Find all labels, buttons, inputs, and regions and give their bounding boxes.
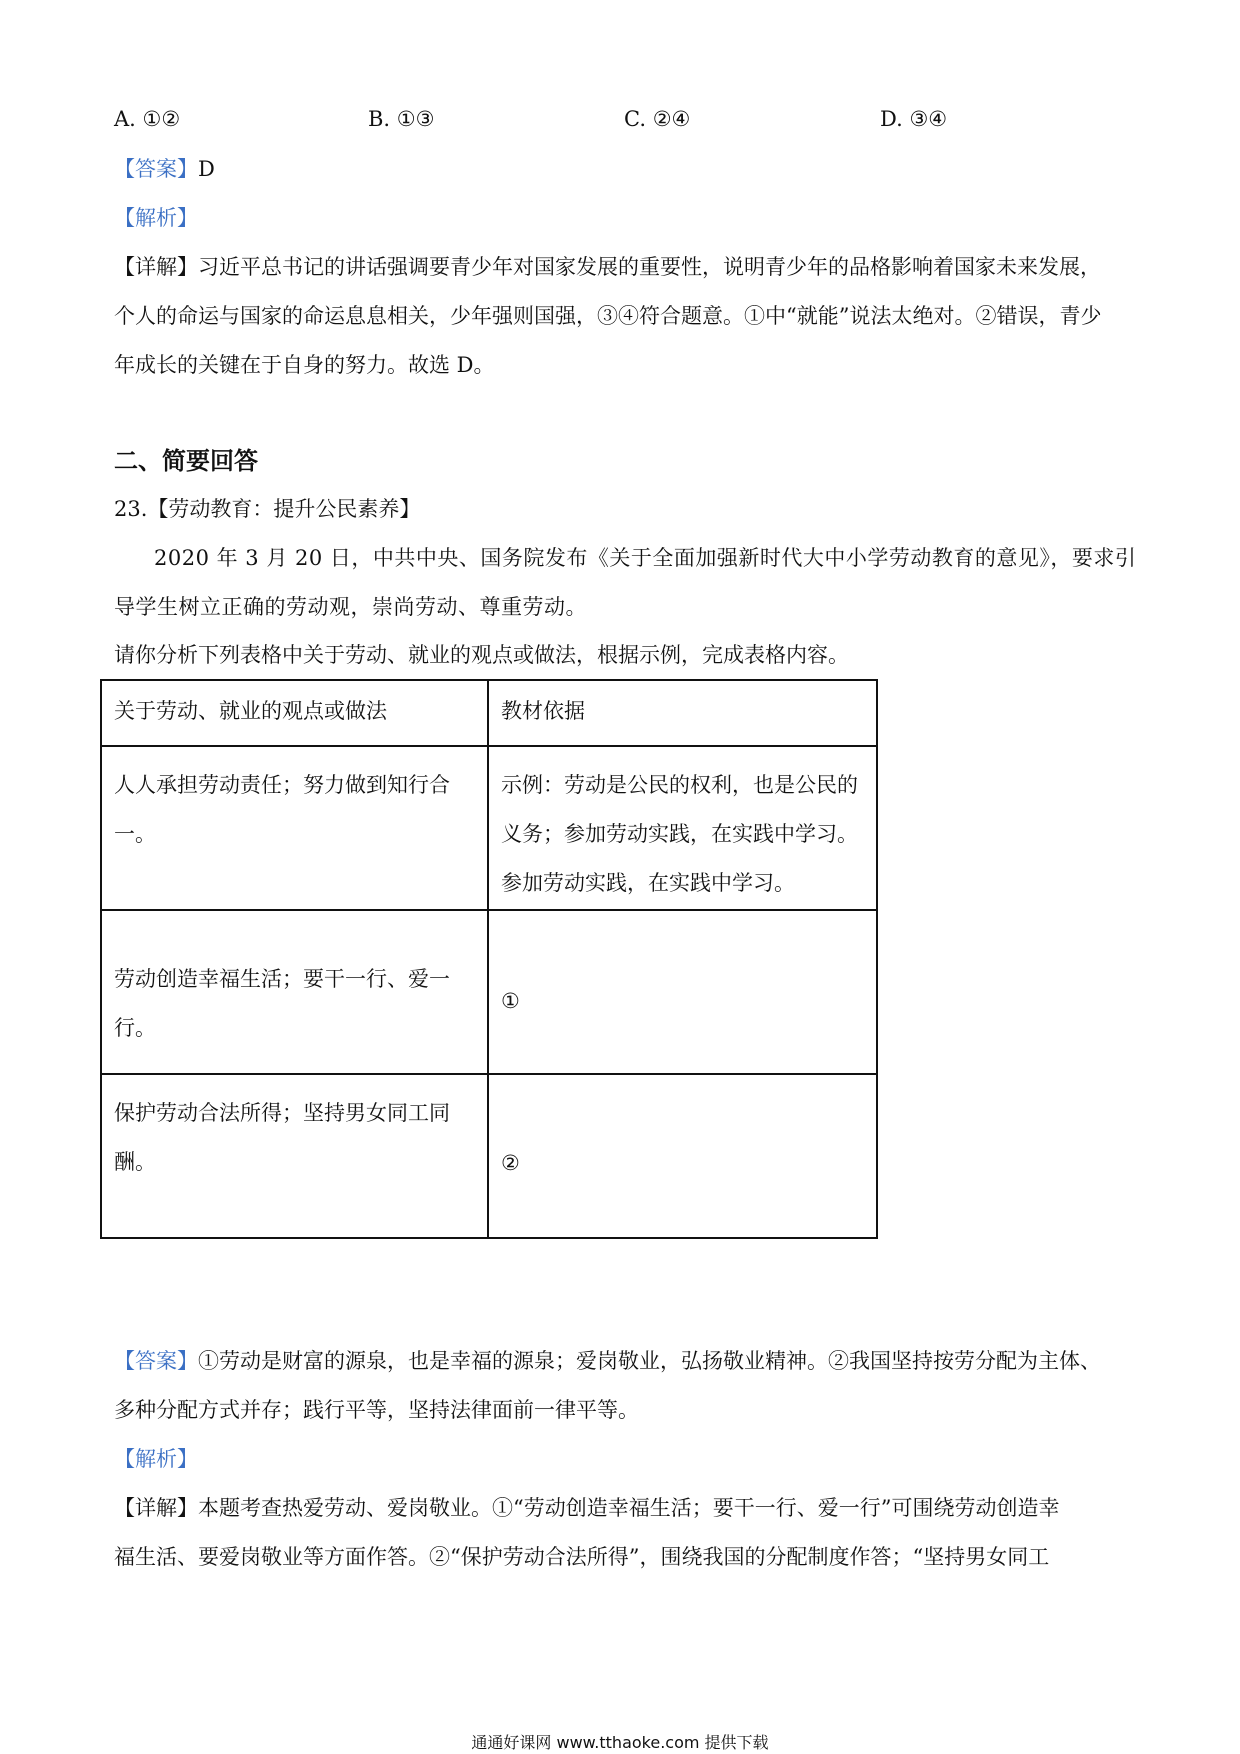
table-header-row	[101, 680, 877, 746]
answer-table	[100, 679, 878, 1239]
q22-analysis-tag: 【解析】	[114, 206, 198, 230]
table-row	[101, 1074, 877, 1238]
q23-analysis-tag: 【解析】	[114, 1447, 198, 1471]
q22-detail-line-2: 个人的命运与国家的命运息息相关，少年强则国强，③④符合题意。①中“就能”说法太绝对。②错误，青少	[114, 304, 1102, 328]
q23-material-line-2: 导学生树立正确的劳动观，崇尚劳动、尊重劳动。	[114, 595, 587, 619]
table-cell-viewpoint: 人人承担劳动责任；努力做到知行合一。	[101, 746, 488, 910]
table-cell-viewpoint: 保护劳动合法所得；坚持男女同工同酬。	[101, 1074, 488, 1238]
q22-answer	[114, 154, 215, 184]
table-cell-basis: 示例：劳动是公民的权利，也是公民的义务；参加劳动实践，在实践中学习。参加劳动实践，在实践中学习。	[488, 746, 877, 910]
q22-detail-line-1: 【详解】习近平总书记的讲话强调要青少年对国家发展的重要性，说明青少年的品格影响着国家未来发展，	[114, 255, 1101, 279]
table-cell-blank-2: ②	[488, 1074, 877, 1238]
table-header-cell: 教材依据	[488, 680, 877, 746]
q23-detail-line-1: 【详解】本题考查热爱劳动、爱岗敬业。①“劳动创造幸福生活；要干一行、爱一行”可围绕劳动创造幸	[114, 1496, 1060, 1520]
table-header-cell: 关于劳动、就业的观点或做法	[101, 680, 488, 746]
q23-answer-line-2: 多种分配方式并存；践行平等，坚持法律面前一律平等。	[114, 1398, 639, 1422]
option-d: D. ③④	[880, 107, 948, 131]
option-a: A. ①②	[114, 107, 181, 131]
q23-title: 23.【劳动教育：提升公民素养】	[114, 497, 421, 521]
q23-detail-line-2: 福生活、要爱岗敬业等方面作答。②“保护劳动合法所得”，围绕我国的分配制度作答；“坚持男女同工	[114, 1545, 1050, 1569]
answer-text: D	[198, 157, 215, 181]
section-heading: 二、简要回答	[114, 446, 258, 475]
answer-tag: 【答案】	[114, 157, 198, 181]
page-footer: 通通好课网 www.tthaoke.com 提供下载	[471, 1733, 769, 1752]
q23-instruction: 请你分析下列表格中关于劳动、就业的观点或做法，根据示例，完成表格内容。	[114, 643, 849, 667]
table-row	[101, 746, 877, 910]
table-cell-viewpoint: 劳动创造幸福生活；要干一行、爱一行。	[101, 910, 488, 1074]
q22-detail-line-3: 年成长的关键在于自身的努力。故选 D。	[114, 353, 495, 377]
q23-answer-line-1: 【答案】①劳动是财富的源泉，也是幸福的源泉；爱岗敬业，弘扬敬业精神。②我国坚持按劳分配为主体、	[114, 1349, 1101, 1373]
table-cell-blank-1: ①	[488, 910, 877, 1074]
answer-tag: 【答案】	[114, 1349, 198, 1373]
option-b: B. ①③	[368, 107, 435, 131]
option-c: C. ②④	[624, 107, 691, 131]
table-row	[101, 910, 877, 1074]
q23-material-line-1: 2020 年 3 月 20 日，中共中央、国务院发布《关于全面加强新时代大中小学劳动教育的意见》，要求引	[154, 546, 1137, 570]
